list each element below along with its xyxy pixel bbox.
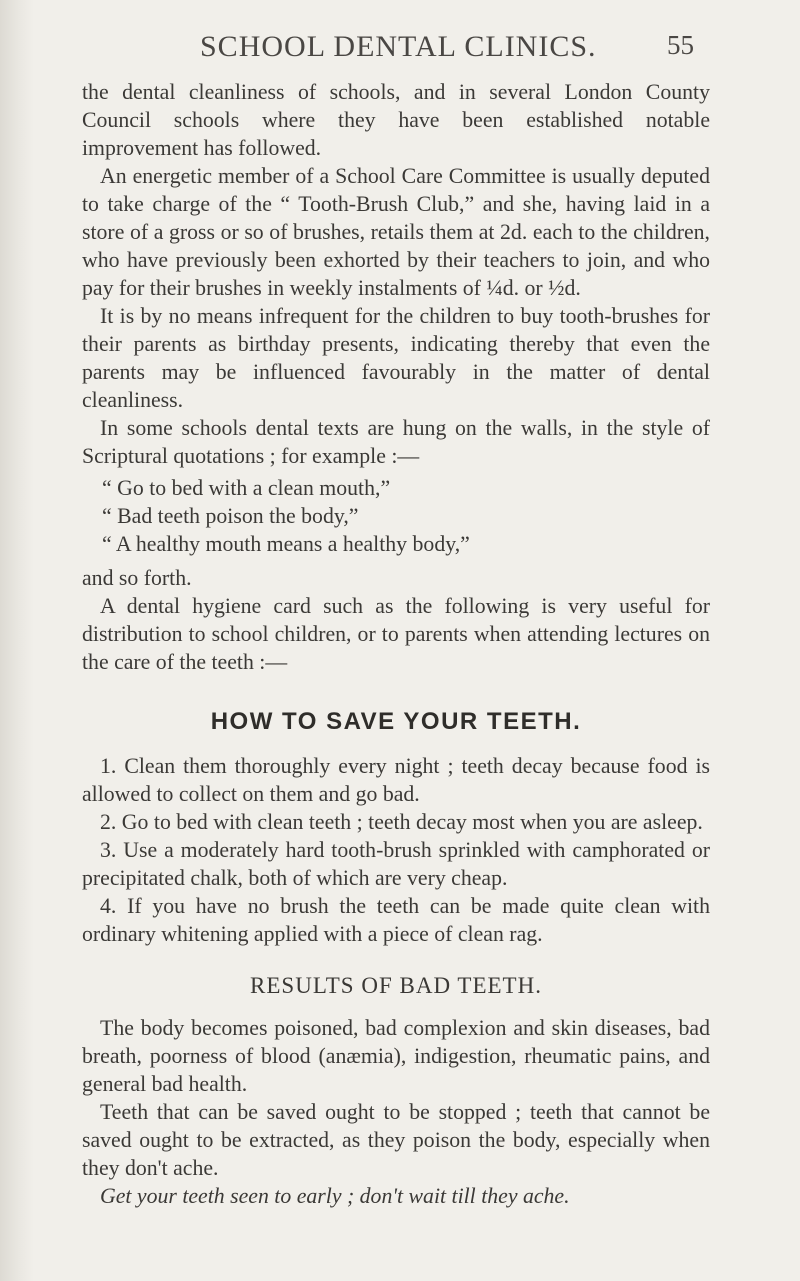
paragraph: In some schools dental texts are hung on the walls, in the style of Scriptural quotations ; for example :— bbox=[82, 416, 710, 468]
section-heading-bad-teeth: RESULTS OF BAD TEETH. bbox=[250, 973, 542, 998]
paragraph: Teeth that can be saved ought to be stopped ; teeth that cannot be saved ought to be extracted, as they poison the body, especially when they don't ache. bbox=[82, 1100, 710, 1180]
list-item: 2. Go to bed with clean teeth ; teeth decay most when you are asleep. bbox=[100, 810, 703, 834]
quote-line: “ Bad teeth poison the body,” bbox=[102, 504, 359, 528]
list-item: 3. Use a moderately hard tooth-brush sprinkled with camphorated or precipitated chalk, both of which are very cheap. bbox=[82, 838, 710, 890]
paragraph: A dental hygiene card such as the following is very useful for distribution to school children, or to parents when attending lectures on the care of the teeth :— bbox=[82, 594, 710, 674]
quote-line: “ Go to bed with a clean mouth,” bbox=[102, 476, 391, 500]
section-heading-save-teeth: HOW TO SAVE YOUR TEETH. bbox=[210, 708, 582, 735]
running-head bbox=[72, 30, 712, 70]
paragraph: It is by no means infrequent for the children to buy tooth-brushes for their parents as birthday presents, indicating thereby that even the parents may be influenced favourably in the matter of dental cleanliness. bbox=[82, 304, 710, 412]
paragraph: The body becomes poisoned, bad complexion and skin diseases, bad breath, poorness of blood (anæmia), indigestion, rheumatic pains, and general bad health. bbox=[82, 1016, 710, 1096]
page-body bbox=[82, 78, 710, 1210]
quote-line: “ A healthy mouth means a healthy body,” bbox=[102, 532, 470, 556]
dental-texts-quotes bbox=[82, 474, 710, 558]
page-binding-shadow bbox=[0, 0, 34, 1281]
paragraph: An energetic member of a School Care Committee is usually deputed to take charge of the “ Tooth-Brush Club,” and she, having laid in a store of a gross or so of brushes, retails them at 2d. each to the children, who have previously been exhorted by their teachers to join, and who pay for their brushes in weekly instalments of ¼d. or ½d. bbox=[82, 164, 710, 300]
paragraph: and so forth. bbox=[82, 566, 192, 590]
running-title: SCHOOL DENTAL CLINICS. bbox=[200, 30, 597, 63]
closing-line: Get your teeth seen to early ; don't wait till they ache. bbox=[100, 1184, 570, 1208]
list-item: 1. Clean them thoroughly every night ; teeth decay because food is allowed to collect on them and go bad. bbox=[82, 754, 710, 806]
list-item: 4. If you have no brush the teeth can be made quite clean with ordinary whitening applied with a piece of clean rag. bbox=[82, 894, 710, 946]
page-number: 55 bbox=[667, 30, 694, 60]
paragraph: the dental cleanliness of schools, and in several London County Council schools where they have been established notable improvement has followed. bbox=[82, 80, 710, 160]
